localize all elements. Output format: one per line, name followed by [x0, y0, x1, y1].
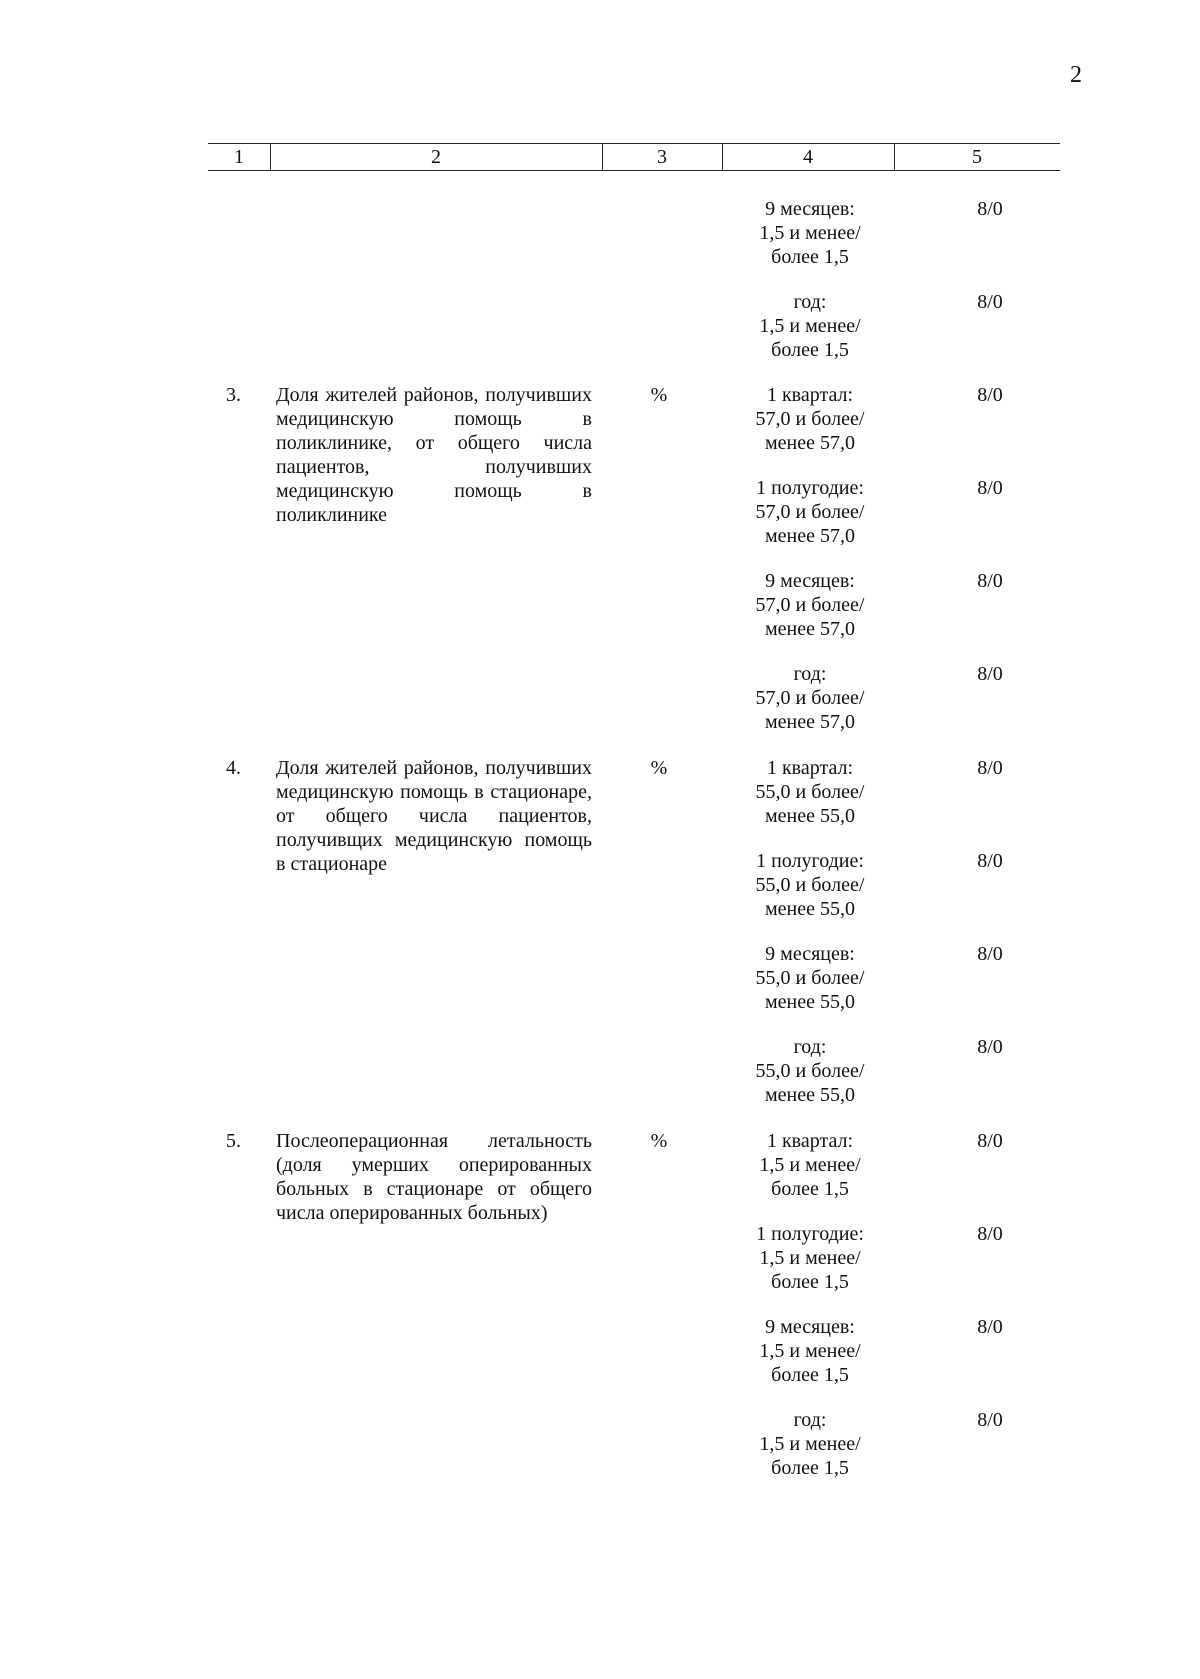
rating-value: 8/0 [977, 1409, 1003, 1431]
period-cell [720, 662, 900, 734]
period-threshold-alt: менее 57,0 [765, 711, 855, 733]
row-number: 5. [226, 1130, 241, 1152]
page-number: 2 [1070, 62, 1082, 88]
period-label: 1 полугодие: [756, 477, 864, 499]
period-threshold: 55,0 и более/ [755, 874, 865, 896]
rating-value: 8/0 [977, 1223, 1003, 1245]
period-cell [720, 1408, 900, 1480]
period-threshold-alt: менее 55,0 [765, 805, 855, 827]
period-threshold: 57,0 и более/ [755, 501, 865, 523]
rating-value: 8/0 [977, 477, 1003, 499]
period-threshold-alt: более 1,5 [771, 1178, 849, 1200]
rating-value: 8/0 [977, 943, 1003, 965]
period-threshold-alt: более 1,5 [771, 246, 849, 268]
period-label: 9 месяцев: [765, 1316, 855, 1338]
period-cell [720, 1222, 900, 1294]
header-col-5: 5 [972, 146, 982, 168]
period-threshold-alt: менее 57,0 [765, 618, 855, 640]
header-col-3: 3 [602, 144, 723, 170]
period-threshold: 55,0 и более/ [755, 781, 865, 803]
period-threshold: 1,5 и менее/ [759, 315, 861, 337]
period-threshold: 57,0 и более/ [755, 594, 865, 616]
period-threshold-alt: менее 57,0 [765, 525, 855, 547]
rating-value: 8/0 [977, 384, 1003, 406]
period-threshold: 57,0 и более/ [755, 687, 865, 709]
rating-value: 8/0 [977, 1036, 1003, 1058]
period-cell [720, 849, 900, 921]
period-cell [720, 756, 900, 828]
period-label: 1 полугодие: [756, 1223, 864, 1245]
period-cell [720, 197, 900, 269]
period-cell [720, 1315, 900, 1387]
period-threshold-alt: менее 57,0 [765, 432, 855, 454]
period-label: 9 месяцев: [765, 198, 855, 220]
period-cell [720, 290, 900, 362]
period-threshold-alt: более 1,5 [771, 1271, 849, 1293]
period-threshold-alt: менее 55,0 [765, 991, 855, 1013]
period-threshold: 57,0 и более/ [755, 408, 865, 430]
row-number: 3. [226, 384, 241, 406]
period-threshold: 1,5 и менее/ [759, 222, 861, 244]
rating-value: 8/0 [977, 570, 1003, 592]
period-threshold-alt: более 1,5 [771, 1364, 849, 1386]
period-threshold-alt: более 1,5 [771, 339, 849, 361]
period-threshold-alt: менее 55,0 [765, 898, 855, 920]
indicator-description: Доля жителей районов, получивших медицинскую помощь в стационаре, от общего числа пациентов, получивщих медицинскую помощь в стационаре [276, 757, 592, 875]
period-cell [720, 476, 900, 548]
period-label: год: [793, 1036, 827, 1058]
period-label: год: [793, 663, 827, 685]
period-threshold: 1,5 и менее/ [759, 1154, 861, 1176]
rating-value: 8/0 [977, 850, 1003, 872]
period-threshold-alt: более 1,5 [771, 1457, 849, 1479]
period-label: год: [793, 1409, 827, 1431]
period-threshold: 1,5 и менее/ [759, 1247, 861, 1269]
table-header [208, 143, 1060, 171]
period-label: год: [793, 291, 827, 313]
indicator-description: Доля жителей районов, получивших медицинскую помощь в поликлинике, от общего числа пациентов, получивших медицинскую помощь в поликлинике [276, 384, 592, 526]
rating-value: 8/0 [977, 291, 1003, 313]
indicator-description: Послеоперационная летальность (доля умерших оперированных больных в стационаре от общего числа оперированных больных) [276, 1130, 592, 1224]
period-threshold: 55,0 и более/ [755, 1060, 865, 1082]
period-label: 9 месяцев: [765, 570, 855, 592]
period-cell [720, 569, 900, 641]
header-col-4: 4 [722, 144, 895, 170]
unit: % [650, 384, 668, 406]
header-col-1: 1 [208, 144, 271, 170]
rating-value: 8/0 [977, 757, 1003, 779]
period-label: 1 квартал: [766, 1130, 854, 1152]
rating-value: 8/0 [977, 1130, 1003, 1152]
row-number: 4. [226, 757, 241, 779]
period-label: 1 квартал: [766, 757, 854, 779]
period-label: 9 месяцев: [765, 943, 855, 965]
period-threshold-alt: менее 55,0 [765, 1084, 855, 1106]
period-threshold: 1,5 и менее/ [759, 1340, 861, 1362]
unit: % [650, 1130, 668, 1152]
period-threshold: 55,0 и более/ [755, 967, 865, 989]
period-threshold: 1,5 и менее/ [759, 1433, 861, 1455]
period-cell [720, 1129, 900, 1201]
period-label: 1 полугодие: [756, 850, 864, 872]
rating-value: 8/0 [977, 198, 1003, 220]
period-cell [720, 942, 900, 1014]
period-cell [720, 383, 900, 455]
header-col-2: 2 [270, 144, 603, 170]
unit: % [650, 757, 668, 779]
rating-value: 8/0 [977, 1316, 1003, 1338]
period-label: 1 квартал: [766, 384, 854, 406]
rating-value: 8/0 [977, 663, 1003, 685]
period-cell [720, 1035, 900, 1107]
